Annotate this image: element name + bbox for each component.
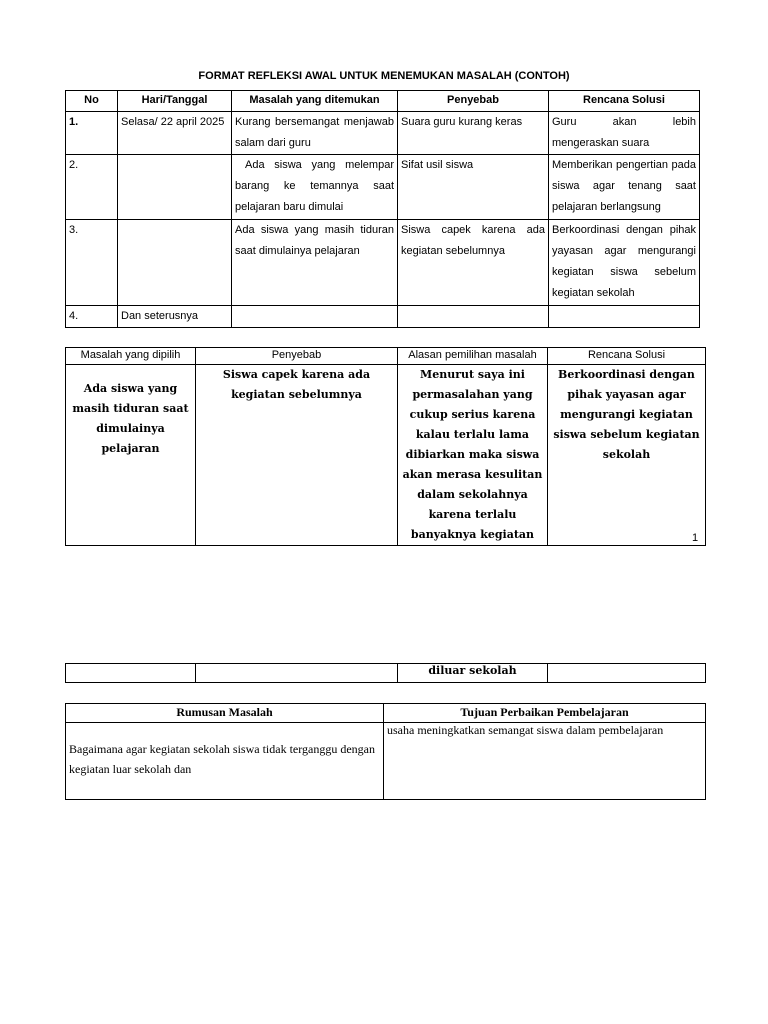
table-header-row	[66, 91, 700, 112]
cell-problem-formulation: Bagaimana agar kegiatan sekolah siswa tidak terganggu dengan kegiatan luar sekolah dan	[66, 723, 384, 800]
page-number: 1	[692, 532, 699, 544]
header-problem: Masalah yang ditemukan	[232, 91, 398, 112]
cell-no: 3.	[66, 220, 118, 306]
table-row	[66, 112, 700, 155]
cell-date	[118, 220, 232, 306]
table-row	[66, 155, 700, 220]
header-cause: Penyebab	[398, 91, 549, 112]
continued-table	[65, 663, 706, 683]
cell-problem: Ada siswa yang melempar barang ke temannya saat pelajaran baru dimulai	[232, 155, 398, 220]
cell-solution: Memberikan pengertian pada siswa agar tenang saat pelajaran berlangsung	[549, 155, 700, 220]
cell-no: 4.	[66, 306, 118, 328]
document-title: FORMAT REFLEKSI AWAL UNTUK MENEMUKAN MASALAH (CONTOH)	[198, 70, 570, 82]
cell-date	[118, 155, 232, 220]
selected-problem-table	[65, 347, 706, 546]
cell-cause	[398, 306, 549, 328]
cell-improvement-goal: usaha meningkatkan semangat siswa dalam pembelajaran	[384, 723, 706, 800]
table-row	[66, 220, 700, 306]
cell-no: 2.	[66, 155, 118, 220]
cell-solution	[548, 664, 706, 683]
header-cause: Penyebab	[196, 348, 398, 365]
cell-reason: diluar sekolah	[398, 664, 548, 683]
cell-cause: Siswa capek karena ada kegiatan sebelumnya	[398, 220, 549, 306]
cell-cause: Suara guru kurang keras	[398, 112, 549, 155]
cell-date: Dan seterusnya	[118, 306, 232, 328]
header-improvement-goal: Tujuan Perbaikan Pembelajaran	[384, 704, 706, 723]
header-solution: Rencana Solusi	[549, 91, 700, 112]
table-row	[66, 365, 706, 546]
table-row	[66, 306, 700, 328]
cell-reason: Menurut saya ini permasalahan yang cukup serius karena kalau terlalu lama dibiarkan maka siswa akan merasa kesulitan dalam sekolahnya karena terlalu banyaknya kegiatan	[398, 365, 548, 546]
cell-cause: Sifat usil siswa	[398, 155, 549, 220]
cell-selected-problem: Ada siswa yang masih tiduran saat dimulainya pelajaran	[66, 365, 196, 546]
cell-solution: Guru akan lebih mengeraskan suara	[549, 112, 700, 155]
cell-cause: Siswa capek karena ada kegiatan sebelumnya	[196, 365, 398, 546]
cell-selected-problem	[66, 664, 196, 683]
header-problem-formulation: Rumusan Masalah	[66, 704, 384, 723]
cell-problem: Kurang bersemangat menjawab salam dari guru	[232, 112, 398, 155]
table-header-row	[66, 348, 706, 365]
header-no: No	[66, 91, 118, 112]
problem-formulation-table	[65, 703, 706, 800]
cell-solution: Berkoordinasi dengan pihak yayasan agar mengurangi kegiatan siswa sebelum kegiatan sekolah	[548, 365, 706, 546]
table-row	[66, 664, 706, 683]
cell-no: 1.	[66, 112, 118, 155]
cell-solution: Berkoordinasi dengan pihak yayasan agar mengurangi kegiatan siswa sebelum kegiatan sekolah	[549, 220, 700, 306]
cell-date: Selasa/ 22 april 2025	[118, 112, 232, 155]
table-header-row	[66, 704, 706, 723]
header-solution: Rencana Solusi	[548, 348, 706, 365]
table-row	[66, 723, 706, 800]
cell-cause	[196, 664, 398, 683]
header-reason: Alasan pemilihan masalah	[398, 348, 548, 365]
cell-solution	[549, 306, 700, 328]
cell-problem	[232, 306, 398, 328]
header-date: Hari/Tanggal	[118, 91, 232, 112]
cell-problem: Ada siswa yang masih tiduran saat dimulainya pelajaran	[232, 220, 398, 306]
header-selected-problem: Masalah yang dipilih	[66, 348, 196, 365]
reflection-table	[65, 90, 700, 328]
